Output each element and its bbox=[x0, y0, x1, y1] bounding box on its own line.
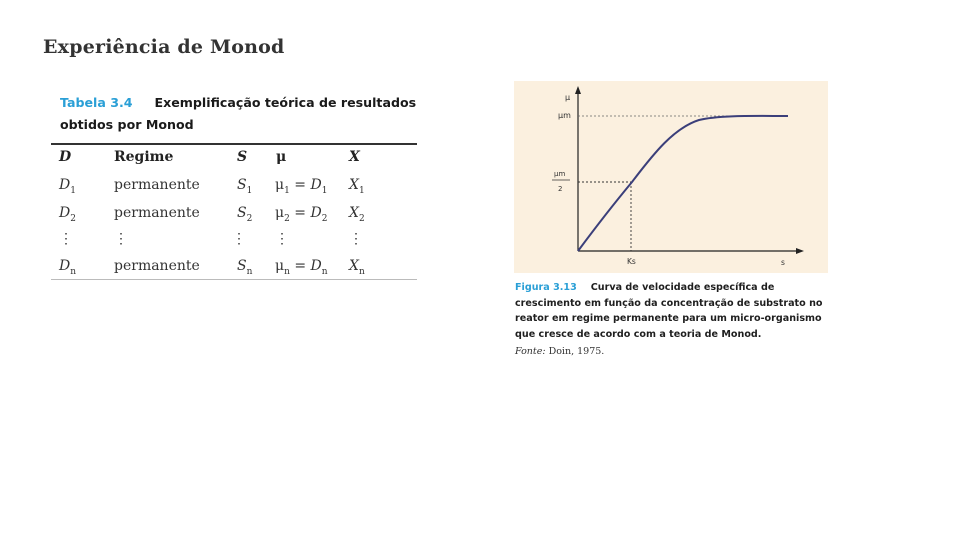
source-label: Fonte: bbox=[515, 346, 546, 357]
header-regime: Regime bbox=[114, 149, 174, 165]
figure-source bbox=[515, 346, 604, 357]
row1-mu: $\mu_1 = D_1$ bbox=[275, 177, 328, 196]
table-number: Tabela 3.4 bbox=[60, 95, 133, 110]
ellipsis-d: ⋮ bbox=[59, 231, 73, 247]
mu-max-label: μm bbox=[558, 111, 571, 120]
header-x: X bbox=[349, 149, 360, 165]
row1-d: $D_1$ bbox=[59, 177, 76, 196]
rown-d: $D_n$ bbox=[59, 258, 77, 277]
half-mu-denominator: 2 bbox=[558, 185, 563, 193]
y-axis-arrow-icon bbox=[575, 86, 581, 94]
row1-x: $X_1$ bbox=[349, 177, 365, 196]
x-axis-label: s bbox=[781, 258, 785, 267]
figure-caption-text: Curva de velocidade específica de crescimento em função da concentração de substrato no reator em regime permanente para um micro-organismo que cresce de acordo com a teoria de Monod. bbox=[515, 282, 823, 340]
ks-label: Ks bbox=[627, 257, 636, 266]
rown-mu: $\mu_n = D_n$ bbox=[275, 258, 328, 277]
ellipsis-regime: ⋮ bbox=[114, 231, 128, 247]
figure-caption bbox=[515, 280, 835, 342]
row1-regime: permanente bbox=[114, 177, 200, 193]
header-d: D bbox=[59, 149, 72, 165]
figure-number: Figura 3.13 bbox=[515, 282, 577, 293]
row2-s: $S_2$ bbox=[237, 205, 253, 224]
rown-x: $X_n$ bbox=[349, 258, 365, 277]
row2-d: $D_2$ bbox=[59, 205, 76, 224]
ellipsis-mu: ⋮ bbox=[275, 231, 289, 247]
monod-curve-graph bbox=[514, 81, 828, 273]
row2-x: $X_2$ bbox=[349, 205, 365, 224]
row1-s: $S_1$ bbox=[237, 177, 253, 196]
table-top-rule bbox=[51, 143, 417, 145]
ellipsis-x: ⋮ bbox=[349, 231, 363, 247]
slide-title: Experiência de Monod bbox=[43, 36, 285, 58]
x-axis-arrow-icon bbox=[796, 248, 804, 254]
rown-s: $S_n$ bbox=[237, 258, 253, 277]
half-mu-numerator: μm bbox=[554, 170, 566, 178]
row2-regime: permanente bbox=[114, 205, 200, 221]
ellipsis-s: ⋮ bbox=[232, 231, 246, 247]
table-caption bbox=[60, 92, 420, 136]
source-text: Doin, 1975. bbox=[548, 346, 605, 357]
table-bottom-rule bbox=[51, 279, 417, 280]
monod-curve bbox=[578, 116, 788, 251]
y-axis-label: μ bbox=[565, 93, 571, 102]
table-caption-text: Exemplificação teórica de resultados obtidos por Monod bbox=[60, 95, 417, 132]
rown-regime: permanente bbox=[114, 258, 200, 274]
header-mu: μ bbox=[276, 149, 287, 165]
header-s: S bbox=[237, 149, 248, 165]
row2-mu: $\mu_2 = D_2$ bbox=[275, 205, 328, 224]
